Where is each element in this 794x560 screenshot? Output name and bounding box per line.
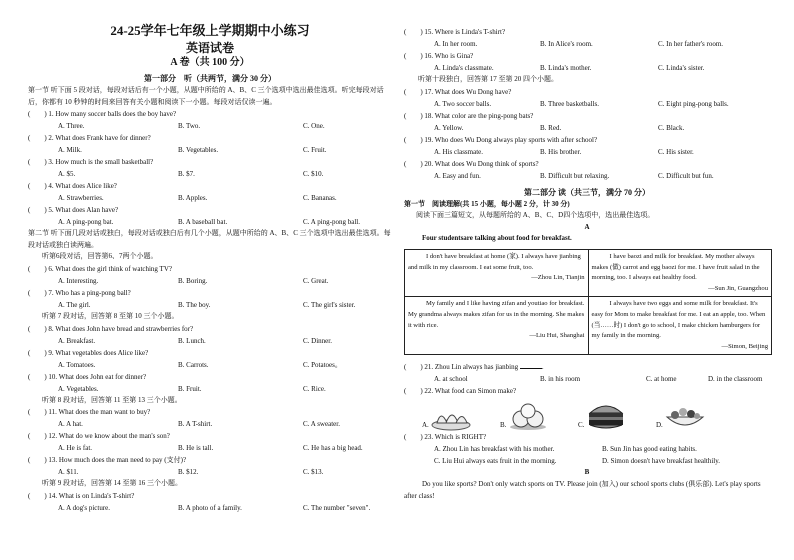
option-c[interactable]: C. Eight ping-pong balls. [658, 99, 729, 108]
option-c[interactable]: C. He has a big head. [303, 444, 363, 453]
option-c[interactable]: C. One. [303, 122, 325, 131]
answer-bracket[interactable]: ( ) [28, 491, 49, 500]
note-dialogue-7: 听第 7 段对话，回答第 8 至第 10 三个小题。 [42, 311, 179, 320]
option-d[interactable]: D. Simon doesn't have breakfast healthily. [602, 457, 721, 466]
answer-bracket[interactable]: ( ) [28, 182, 49, 191]
exam-title: 24-25学年七年级上学期期中小练习 [110, 23, 310, 38]
question-8-options [28, 335, 392, 347]
cell-simon: I always have two eggs and some milk for breakfast. It's easy for Mom to make breakfast for me. I eat an apple, too. When (当……时) I don't go to school, I make chicken hamburgers for my family in the morning. —Simon, Beijing [588, 297, 772, 355]
breakfast-table [404, 249, 772, 355]
question-14 [28, 490, 392, 514]
question-21-options [404, 373, 770, 385]
option-b[interactable]: B. Lunch. [178, 336, 206, 345]
option-d-salad[interactable]: D. [656, 403, 734, 431]
option-a[interactable]: A. Zhou Lin has breakfast with his mother. [434, 445, 555, 454]
question-16 [404, 50, 770, 62]
option-c[interactable]: C. Rice. [303, 384, 326, 393]
question-5 [28, 204, 392, 216]
option-c[interactable]: C. Dinner. [303, 336, 332, 345]
question-4-options [28, 192, 392, 204]
section1-intro: 第一节 听下面 5 段对话，每段对话后有一个小题，从题中所给的 A、B、C 三个选项中选出最佳选项。听完每段对话后，你都有 10 秒钟的时间来回答有关小题和阅读下一小题。每段对话仅读一遍。 [28, 86, 384, 106]
question-8 [28, 323, 392, 335]
option-c[interactable]: C. $10. [303, 170, 324, 179]
option-a[interactable]: A. at school [434, 375, 468, 384]
option-a[interactable]: A. Two soccer balls. [434, 99, 492, 108]
answer-bracket[interactable]: ( ) [404, 28, 425, 36]
option-b[interactable]: B. Fruit. [178, 384, 202, 393]
question-1-options [28, 120, 392, 132]
answer-bracket[interactable]: ( ) [28, 158, 49, 167]
option-c[interactable]: C. Fruit. [303, 146, 327, 155]
question-text: 17. What does Wu Dong have? [424, 87, 512, 96]
dumplings-icon [431, 401, 471, 431]
question-3 [28, 156, 392, 168]
left-column [28, 22, 392, 514]
passage-b-label: B [584, 468, 590, 477]
option-a[interactable]: A. He is fat. [58, 444, 93, 453]
passage-a-title: Four studentsare talking about food for breakfast. [422, 234, 572, 243]
question-text: 7. Who has a ping-pong ball? [48, 288, 131, 297]
question-18 [404, 110, 770, 122]
answer-bracket[interactable]: ( ) [28, 432, 49, 441]
option-a-dumplings[interactable]: A. [422, 401, 500, 431]
option-b[interactable]: B. Apples. [178, 194, 208, 203]
option-a[interactable]: A. Vegetables. [58, 384, 99, 393]
hamburger-icon [586, 399, 626, 431]
section2-intro: 第二节 听下面几段对话或独白，每段对话或独白后有几个小题，从题中所给的 A、B、C 三个选项中选出最佳选项。每段对话或独白读两遍。 [28, 229, 391, 249]
questions-1-5 [28, 108, 392, 228]
reading-heading: 第二部分 读（共三节，满分 70 分） [524, 187, 650, 197]
option-a[interactable]: A. Three. [58, 122, 85, 131]
option-a[interactable]: A. Easy and fun. [434, 171, 481, 180]
question-21: ( ) 21. Zhou Lin always has jianbing . [404, 363, 544, 372]
option-d[interactable]: D. in the classroom [708, 375, 763, 384]
question-6-options [28, 275, 392, 287]
option-b[interactable]: B. $7. [178, 170, 195, 179]
question-text: 2. What does Frank have for dinner? [48, 134, 151, 143]
option-a[interactable]: A. Linda's classmate. [434, 64, 494, 72]
note-dialogue-9: 听第 9 段对话，回答第 14 至第 16 三个小题。 [42, 479, 182, 488]
option-b[interactable]: B. Carrots. [178, 360, 209, 369]
option-b[interactable]: B. Sun Jin has good eating habits. [602, 445, 697, 454]
option-c[interactable]: C. The number "seven". [303, 503, 371, 512]
option-a[interactable]: A. His classmate. [434, 147, 483, 156]
question-text: 20. What does Wu Dong think of sports? [424, 159, 539, 168]
part-a-label: A 卷（共 100 分） [170, 57, 250, 68]
passage-a-label: A [584, 222, 590, 231]
question-7 [28, 287, 392, 299]
question-9-options [28, 359, 392, 371]
question-16-options [404, 62, 770, 74]
question-12 [28, 430, 392, 442]
question-23: ( ) 23. Which is RIGHT? [404, 433, 487, 442]
option-c[interactable]: C. His sister. [658, 147, 694, 156]
question-9 [28, 347, 392, 359]
reading-section1-heading: 第一节 阅读理解(共 15 小题，每小题 2 分，计 30 分) [404, 199, 570, 208]
answer-bracket[interactable]: ( ) [404, 135, 425, 144]
option-b[interactable]: B. In Alice's room. [540, 40, 593, 48]
question-12-options [28, 442, 392, 454]
option-c[interactable]: C. Difficult but fun. [658, 171, 714, 180]
option-b[interactable]: B. in his room [540, 375, 581, 384]
cell-sun-jin: I have baozi and milk for breakfast. My mother always makes (做) carrot and egg baozi for me. I have fruit salad in the morning, too. I always eat healthy food. —Sun Jin, Guangzhou [588, 249, 772, 296]
note-dialogue-8: 听第 8 段对话，回答第 11 至第 13 三个小题。 [42, 395, 182, 404]
option-a[interactable]: A. A dog's picture. [58, 503, 111, 512]
questions-17-20 [404, 86, 770, 182]
question-text: 19. Who does Wu Dong always play sports with after school? [424, 135, 598, 144]
question-7-options [28, 299, 392, 311]
question-11 [28, 406, 392, 418]
option-c[interactable]: C. $13. [303, 468, 324, 477]
option-b[interactable]: B. His brother. [540, 147, 582, 156]
question-13 [28, 454, 392, 466]
question-text: 4. What does Alice like? [48, 182, 117, 191]
question-17 [404, 86, 770, 98]
question-text: 14. What is on Linda's T-shirt? [48, 491, 135, 500]
question-text: 12. What do we know about the man's son? [48, 432, 170, 441]
option-a[interactable]: A. Interesting. [58, 276, 99, 285]
option-a[interactable]: A. $11. [58, 468, 79, 477]
answer-bracket[interactable]: ( ) [28, 372, 49, 381]
option-b[interactable]: B. A T-shirt. [178, 420, 213, 429]
answer-bracket[interactable]: ( ) [404, 111, 425, 120]
question-20-options [404, 170, 770, 182]
questions-15-16 [404, 26, 770, 74]
option-b-baozi[interactable]: B. [500, 401, 578, 431]
option-a[interactable]: A. Milk. [58, 146, 82, 155]
option-a[interactable]: A. Yellow. [434, 123, 464, 132]
cell-liu-hui: My family and I like having zifan and youtiao for breakfast. My grandma always makes zifan for us in the morning. She makes it with rice. —Liu Hui, Shanghai [405, 297, 589, 355]
answer-bracket[interactable]: ( ) [404, 52, 425, 60]
answer-bracket[interactable]: ( ) [28, 264, 49, 273]
option-c-hamburger[interactable]: C. [578, 399, 656, 431]
baozi-icon [508, 401, 548, 431]
option-a[interactable]: A. $5. [58, 170, 76, 179]
answer-bracket[interactable]: ( ) [28, 110, 49, 119]
listening-heading: 第一部分 听（共两节，满分 30 分） [144, 74, 276, 83]
question-4 [28, 180, 392, 192]
option-b[interactable]: B. A baseball bat. [178, 218, 228, 227]
answer-bracket[interactable]: ( ) [28, 288, 49, 297]
question-text: 5. What does Alan have? [48, 206, 119, 215]
question-text: 1. How many soccer balls does the boy have? [48, 110, 177, 119]
question-23-options-ab [404, 443, 770, 455]
answer-bracket[interactable]: ( ) [28, 134, 49, 143]
question-text: 18. What color are the ping-pong bats? [424, 111, 534, 120]
option-b[interactable]: B. He is tall. [178, 444, 214, 453]
option-c[interactable]: C. Black. [658, 123, 685, 132]
reading-section1-intro: 阅读下面三篇短文，从每题所给的 A、B、C、D四个选项中，选出最佳选项。 [416, 211, 655, 220]
answer-bracket[interactable]: ( ) [404, 159, 425, 168]
option-c[interactable]: C. at home [646, 375, 677, 384]
questions-6-7 [28, 263, 392, 311]
question-1 [28, 108, 392, 120]
question-text: 16. Who is Gina? [424, 52, 474, 60]
option-b[interactable]: B. Red. [540, 123, 562, 132]
option-b[interactable]: B. Difficult but relaxing. [540, 171, 610, 180]
salad-icon [665, 403, 705, 431]
answer-bracket[interactable]: ( ) [28, 206, 49, 215]
question-22: ( ) 22. What food can Simon make? [404, 387, 517, 396]
answer-bracket[interactable]: ( ) [404, 87, 425, 96]
option-c[interactable]: C. A ping-pong ball. [303, 218, 360, 227]
question-text: 3. How much is the small basketball? [48, 158, 154, 167]
option-b[interactable]: B. The boy. [178, 300, 211, 309]
question-18-options [404, 122, 770, 134]
option-a[interactable]: A. Breakfast. [58, 336, 96, 345]
question-text: 11. What does the man want to buy? [48, 408, 151, 417]
question-5-options [28, 216, 392, 228]
option-b[interactable]: B. Three basketballs. [540, 99, 599, 108]
question-15 [404, 26, 770, 38]
option-a[interactable]: A. A ping-pong bat. [58, 218, 114, 227]
question-14 [28, 490, 392, 502]
question-23-options-cd [404, 455, 770, 467]
question-6 [28, 263, 392, 275]
question-text: 9. What vegetables does Alice like? [48, 348, 149, 357]
option-a[interactable]: A. A hat. [58, 420, 83, 429]
option-b[interactable]: B. Vegetables. [178, 146, 219, 155]
option-b[interactable]: B. Linda's mother. [540, 64, 592, 72]
question-10-options [28, 383, 392, 395]
option-b[interactable]: B. Boring. [178, 276, 208, 285]
answer-bracket[interactable]: ( ) [28, 408, 49, 417]
answer-bracket[interactable]: ( ) [28, 456, 49, 465]
passage-b-text: Do you like sports? Don't only watch sports on TV. Please join (加入) our school sports clubs (俱乐部). Let's play sports after class! [404, 479, 761, 500]
questions-8-10 [28, 323, 392, 395]
option-a[interactable]: A. Tomatoes. [58, 360, 96, 369]
question-3-options [28, 168, 392, 180]
question-10 [28, 371, 392, 383]
answer-bracket[interactable]: ( ) [28, 324, 49, 333]
option-c[interactable]: C. Liu Hui always eats fruit in the morning. [434, 457, 557, 466]
question-22-pictures [404, 397, 770, 431]
question-text: 10. What does John eat for dinner? [48, 372, 147, 381]
note-monologue-10: 听第十段独白，回答第 17 至第 20 四个小题。 [418, 75, 558, 83]
option-a[interactable]: A. The girl. [58, 300, 91, 309]
exam-subtitle: 英语试卷 [185, 41, 234, 55]
questions-11-13 [28, 406, 392, 478]
question-2-options [28, 144, 392, 156]
option-c[interactable]: C. Linda's sister. [658, 64, 705, 72]
right-column [404, 26, 770, 502]
question-17-options [404, 98, 770, 110]
option-c[interactable]: C. Great. [303, 276, 329, 285]
question-20 [404, 158, 770, 170]
option-c[interactable]: C. A sweater. [303, 420, 340, 429]
answer-bracket[interactable]: ( ) [28, 348, 49, 357]
option-b[interactable]: B. $12. [178, 468, 199, 477]
option-c[interactable]: C. Bananas. [303, 194, 337, 203]
question-text: 13. How much does the man need to pay (支付)? [48, 456, 187, 465]
option-c[interactable]: C. In her father's room. [658, 40, 724, 48]
question-text: 6. What does the girl think of watching TV? [48, 264, 172, 273]
option-a[interactable]: A. In her room. [434, 40, 478, 48]
question-15-options [404, 38, 770, 50]
question-text: 8. What does John have bread and strawberries for? [48, 324, 194, 333]
option-a[interactable]: A. Strawberries. [58, 194, 104, 203]
question-13-options [28, 466, 392, 478]
option-c[interactable]: C. Potatoes。 [303, 360, 342, 369]
question-19-options [404, 146, 770, 158]
option-c[interactable]: C. The girl's sister. [303, 300, 356, 309]
question-2 [28, 132, 392, 144]
cell-zhou-lin: I don't have breakfast at home (家). I always have jianbing and milk in my classroom. I eat some fruit, too. —Zhou Lin, Tianjin [405, 249, 589, 296]
question-14-options [28, 502, 392, 514]
question-text: 15. Where is Linda's T-shirt? [424, 28, 506, 36]
question-11-options [28, 418, 392, 430]
option-b[interactable]: B. A photo of a family. [178, 503, 242, 512]
option-b[interactable]: B. Two. [178, 122, 201, 131]
note-dialogue-6: 听第6段对话，回答第6、7两个小题。 [42, 252, 158, 261]
question-19 [404, 134, 770, 146]
